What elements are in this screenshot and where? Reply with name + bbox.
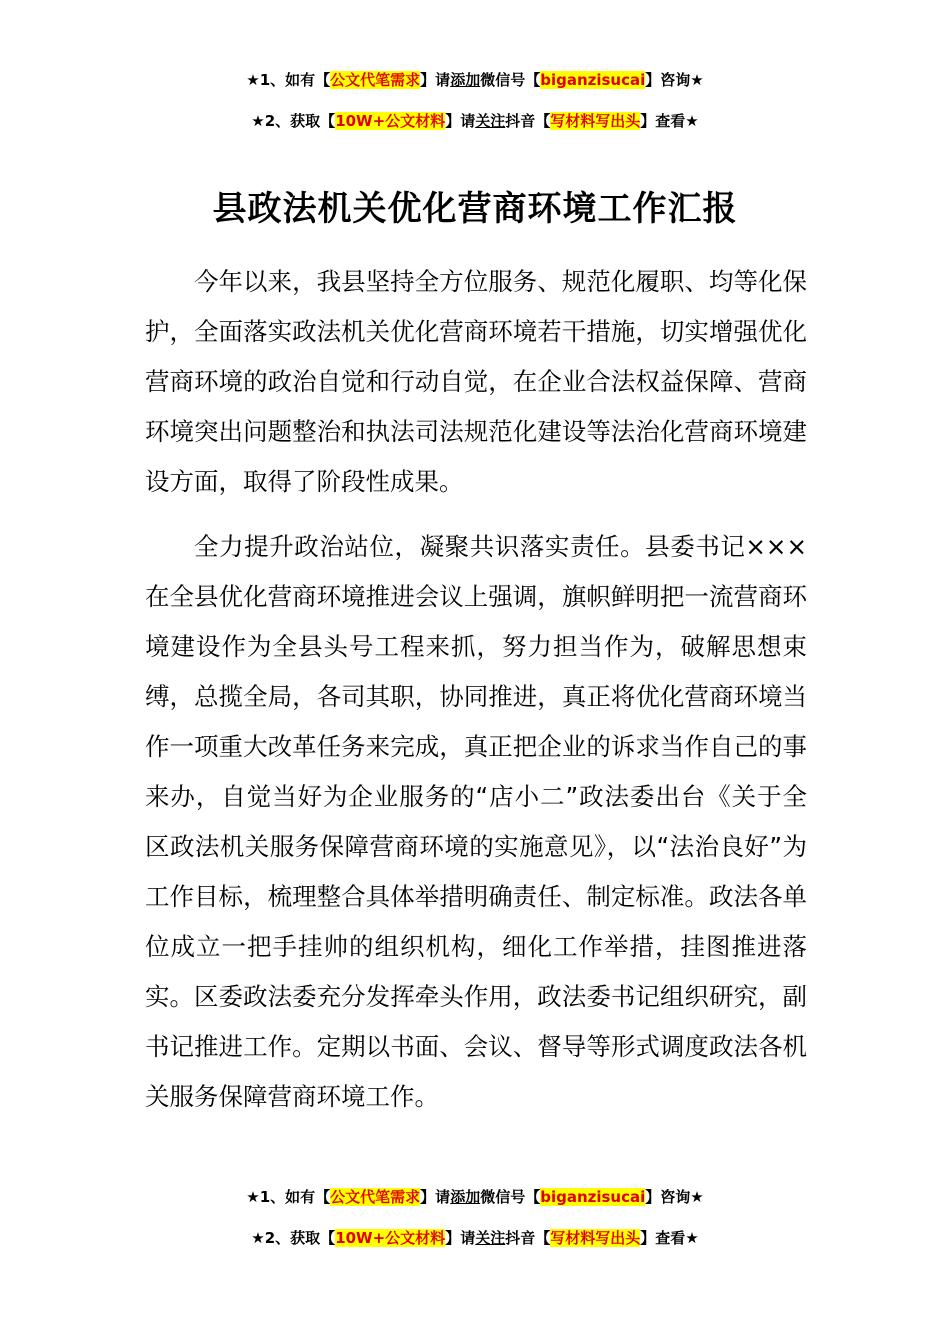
promo-highlight: 10W+公文材料 bbox=[335, 1229, 446, 1247]
promo-text: 抖音【 bbox=[505, 1229, 551, 1247]
promo-text: 】咨询★ bbox=[645, 71, 704, 89]
document-title: 县政法机关优化营商环境工作汇报 bbox=[212, 189, 738, 229]
body-paragraph-1: 今年以来，我县坚持全方位服务、规范化履职、均等化保护，全面落实政法机关优化营商环境若干措施，切实增强优化营商环境的政治自觉和行动自觉，在企业合法权益保障、营商环境突出问题整治和执法司法规范化建设等法治化营商环境建设方面，取得了阶段性成果。 bbox=[145, 267, 807, 496]
promo-text: 】查看★ bbox=[640, 1229, 699, 1247]
promo-underline: 添加 bbox=[450, 71, 481, 89]
promo-highlight: 10W+公文材料 bbox=[335, 112, 446, 130]
promo-line-1-bottom bbox=[0, 1187, 950, 1207]
promo-highlight: 公文代笔需求 bbox=[330, 71, 421, 89]
promo-text: ★1、如有【 bbox=[246, 71, 331, 89]
promo-highlight: 写材料写出头 bbox=[550, 112, 641, 130]
promo-highlight: 公文代笔需求 bbox=[330, 1188, 421, 1206]
promo-text: 】请 bbox=[445, 1229, 476, 1247]
promo-text: 】咨询★ bbox=[645, 1188, 704, 1206]
promo-highlight: biganzisucai bbox=[540, 71, 646, 89]
promo-text: 抖音【 bbox=[505, 112, 551, 130]
promo-underline: 添加 bbox=[450, 1188, 481, 1206]
body-paragraph-2: 全力提升政治站位，凝聚共识落实责任。县委书记×××在全县优化营商环境推进会议上强调，旗帜鲜明把一流营商环境建设作为全县头号工程来抓，努力担当作为，破解思想束缚，总揽全局，各司其职，协同推进，真正将优化营商环境当作一项重大改革任务来完成，真正把企业的诉求当作自己的事来办，自觉当好为企业服务的“店小二”政法委出台《关于全区政法机关服务保障营商环境的实施意见》，以“法治良好”为工作目标，梳理整合具体举措明确责任、制定标准。政法各单位成立一把手挂帅的组织机构，细化工作举措，挂图推进落实。区委政法委充分发挥牵头作用，政法委书记组织研究，副书记推进工作。定期以书面、会议、督导等形式调度政法各机关服务保障营商环境工作。 bbox=[145, 532, 807, 1111]
promo-underline: 关注 bbox=[475, 112, 506, 130]
promo-highlight: 写材料写出头 bbox=[550, 1229, 641, 1247]
promo-line-2-bottom bbox=[0, 1228, 950, 1248]
promo-text: 微信号【 bbox=[480, 1188, 541, 1206]
promo-text: 】请 bbox=[420, 1188, 451, 1206]
promo-line-2-top bbox=[0, 111, 950, 131]
promo-underline: 关注 bbox=[475, 1229, 506, 1247]
promo-text: 】查看★ bbox=[640, 112, 699, 130]
promo-line-1-top bbox=[0, 70, 950, 90]
promo-text: 】请 bbox=[420, 71, 451, 89]
promo-highlight: biganzisucai bbox=[540, 1188, 646, 1206]
promo-text: 微信号【 bbox=[480, 71, 541, 89]
promo-text: ★2、获取【 bbox=[251, 112, 336, 130]
promo-text: 】请 bbox=[445, 112, 476, 130]
promo-text: ★2、获取【 bbox=[251, 1229, 336, 1247]
promo-text: ★1、如有【 bbox=[246, 1188, 331, 1206]
